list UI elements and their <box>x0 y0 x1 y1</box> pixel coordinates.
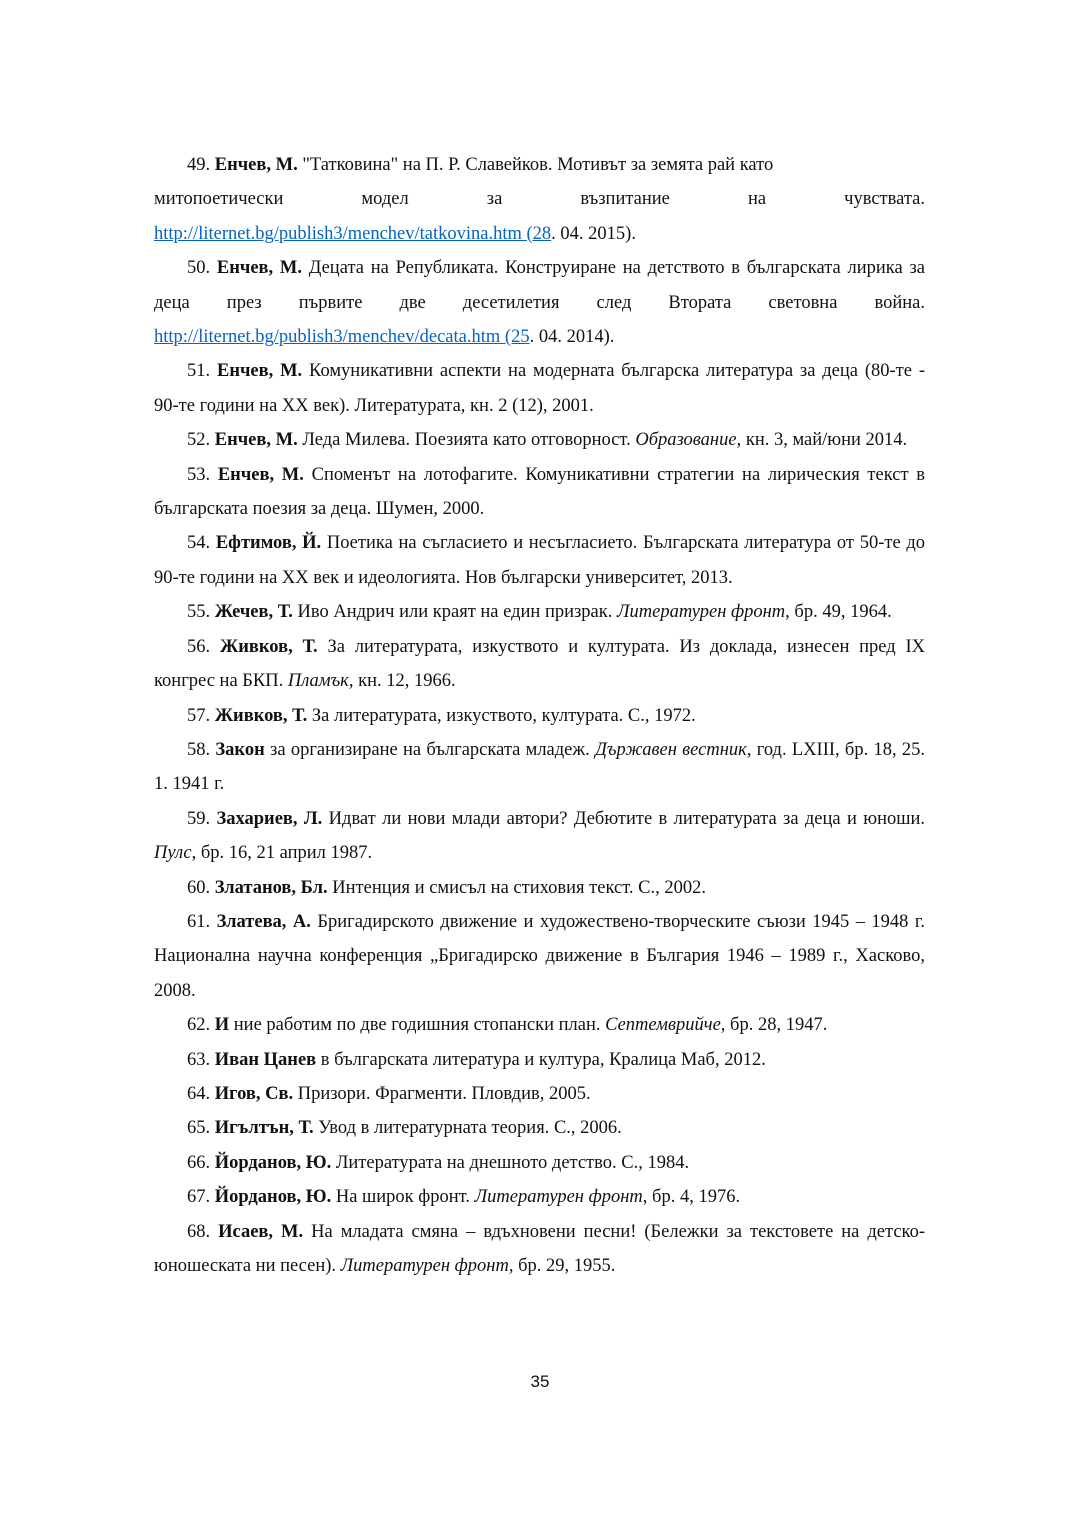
entry-text: Идват ли нови млади автори? Дебютите в литературата за деца и юноши. <box>322 808 925 829</box>
entry-link[interactable]: http://liternet.bg/publish3/menchev/tatkovina.htm (28 <box>154 223 552 244</box>
entry-source: Пулс <box>154 843 192 864</box>
bibliography-entry-58 <box>154 733 925 802</box>
entry-author: Ефтимов, Й. <box>215 533 322 554</box>
entry-author: Енчев, М. <box>216 258 302 279</box>
entry-number: 66. <box>187 1152 211 1173</box>
entry-text: На младата смяна – вдъхновени песни! (Бележки за текстовете на детско-юношеската ни песен). <box>154 1221 925 1276</box>
entry-text: , год. LXIII, бр. 18, 25. 1. 1941 г. <box>154 739 926 795</box>
bibliography-entry-65 <box>154 1111 925 1145</box>
entry-number: 63. <box>187 1049 211 1070</box>
entry-number: 64. <box>187 1083 211 1104</box>
bibliography-entry-68 <box>154 1215 925 1284</box>
bibliography-entry-62 <box>154 1008 925 1042</box>
entry-author: Исаев, М. <box>218 1221 304 1242</box>
entry-text: , кн. 3, май/юни 2014. <box>736 430 908 451</box>
entry-number: 67. <box>187 1187 211 1208</box>
entry-text: ние работим по две годишния стопански план. <box>229 1015 606 1036</box>
bibliography-entry-54 <box>154 526 925 595</box>
bibliography-entry-55 <box>154 595 925 629</box>
bibliography-entry-53 <box>154 458 925 527</box>
bibliography-entry-61 <box>154 905 925 1008</box>
entry-text: , кн. 12, 1966. <box>348 671 456 692</box>
entry-source: Държавен вестник <box>595 739 747 760</box>
entry-number: 54. <box>187 533 211 554</box>
bibliography-entry-51 <box>154 354 925 423</box>
entry-text: Призори. Фрагменти. Пловдив, 2005. <box>293 1083 591 1104</box>
entry-source: Литературен фронт <box>474 1187 643 1208</box>
entry-text: , бр. 16, 21 април 1987. <box>191 843 373 864</box>
entry-source: Литературен фронт <box>617 602 786 623</box>
entry-author: Енчев, М. <box>214 430 298 451</box>
entry-author: Йорданов, Ю. <box>214 1152 332 1173</box>
entry-number: 68. <box>187 1221 211 1242</box>
entry-author: Живков, Т. <box>214 705 308 726</box>
entry-number: 50. <box>187 258 211 279</box>
entry-author: Жечев, Т. <box>214 602 293 623</box>
entry-number: 59. <box>187 808 211 829</box>
entry-author: И <box>214 1015 230 1036</box>
entry-text: Поетика на съгласието и несъгласието. Българската литература от 50-те до 90-те години на ХХ век и идеологията. Нов български университет, 2013. <box>154 533 925 588</box>
entry-text: Иво Андрич или краят на един призрак. <box>292 602 618 623</box>
entry-text: За литературата, изкуството, културата. С., 1972. <box>307 705 696 726</box>
entry-text: "Татковина" на П. Р. Славейков. Мотивът за земята рай като <box>297 155 774 175</box>
entry-source: Септемврийче <box>605 1015 721 1036</box>
bibliography-entry-66 <box>154 1146 925 1180</box>
bibliography-entry-52 <box>154 423 925 457</box>
entry-number: 58. <box>187 739 211 760</box>
entry-number: 56. <box>187 636 211 657</box>
entry-author: Игълтън, Т. <box>214 1118 314 1139</box>
entry-number: 55. <box>187 602 211 623</box>
entry-author: Енчев, М. <box>217 464 304 485</box>
entry-text: Увод в литературната теория. С., 2006. <box>313 1118 622 1139</box>
bibliography-entry-67 <box>154 1180 925 1214</box>
entry-source: Литературен фронт <box>340 1256 509 1276</box>
entry-number: 62. <box>187 1015 211 1036</box>
entry-source: Пламък <box>287 671 349 692</box>
entry-text: . 04. 2015). <box>551 223 636 244</box>
entry-number: 61. <box>187 911 211 932</box>
bibliography-entry-57 <box>154 699 925 733</box>
entry-number: 51. <box>187 361 211 382</box>
page-number: 35 <box>530 1372 550 1391</box>
entry-number: 57. <box>187 705 211 726</box>
entry-source: Образование <box>635 430 737 451</box>
entry-number: 49. <box>187 155 211 175</box>
entry-text: , бр. 49, 1964. <box>785 602 892 623</box>
bibliography-entry-50 <box>154 251 925 354</box>
entry-link[interactable]: http://liternet.bg/publish3/menchev/decata.htm (25 <box>154 327 530 348</box>
entry-text: , бр. 28, 1947. <box>720 1015 828 1036</box>
entry-text: Интенция и смисъл на стиховия текст. С., 2002. <box>327 877 706 898</box>
entry-text: за организиране на българската младеж. <box>264 739 596 760</box>
entry-number: 53. <box>187 464 211 485</box>
entry-text: За литературата, изкуството и културата. Из доклада, изнесен пред ІХ конгрес на БКП. <box>154 636 926 692</box>
entry-text: в българската литература и култура, Кралица Маб, 2012. <box>316 1049 766 1070</box>
bibliography-list <box>154 148 925 1283</box>
entry-number: 65. <box>187 1118 211 1139</box>
entry-text: Споменът на лотофагите. Комуникативни стратегии на лирическия текст в българската поезия за деца. Шумен, 2000. <box>154 464 925 520</box>
bibliography-entry-49 <box>154 148 925 251</box>
entry-author: Златанов, Бл. <box>214 877 328 898</box>
entry-author: Игов, Св. <box>214 1083 294 1104</box>
entry-text: Литературата на днешното детство. С., 1984. <box>331 1152 690 1173</box>
entry-author: Енчев, М. <box>214 155 298 175</box>
entry-author: Йорданов, Ю. <box>214 1187 332 1208</box>
entry-author: Иван Цанев <box>214 1049 317 1070</box>
entry-number: 60. <box>187 877 211 898</box>
entry-text: Комуникативни аспекти на модерната българска литература за деца (80-те - 90-те години на ХХ век). Литературата, кн. 2 (12), 2001. <box>154 361 925 416</box>
entry-author: Захариев, Л. <box>216 808 323 829</box>
entry-text: , бр. 4, 1976. <box>642 1187 741 1208</box>
entry-text-justified-line: митопоетически модел за възпитание на чувствата. <box>154 189 925 210</box>
entry-text: На широк фронт. <box>331 1187 475 1208</box>
entry-text: Бригадирското движение и художествено-творческите съюзи 1945 – 1948 г. Национална научна конференция „Бригадирско движение в България 1946 – 1989 г., Хасково, 2008. <box>154 911 925 1001</box>
bibliography-entry-56 <box>154 630 925 699</box>
entry-number: 52. <box>187 430 211 451</box>
entry-author: Живков, Т. <box>219 636 318 657</box>
bibliography-entry-63 <box>154 1043 925 1077</box>
entry-author: Закон <box>215 739 265 760</box>
entry-text: . 04. 2014). <box>529 327 615 348</box>
entry-author: Златева, А. <box>216 911 311 932</box>
entry-text: Леда Милева. Поезията като отговорност. <box>297 430 636 451</box>
bibliography-entry-60 <box>154 871 925 905</box>
bibliography-entry-59 <box>154 802 925 871</box>
entry-text: Децата на Републиката. Конструиране на детството в българската лирика за деца през първите две десетилетия след Втората световна война. <box>154 258 926 313</box>
entry-author: Енчев, М. <box>216 361 303 382</box>
entry-text: , бр. 29, 1955. <box>508 1256 616 1276</box>
bibliography-entry-64 <box>154 1077 925 1111</box>
